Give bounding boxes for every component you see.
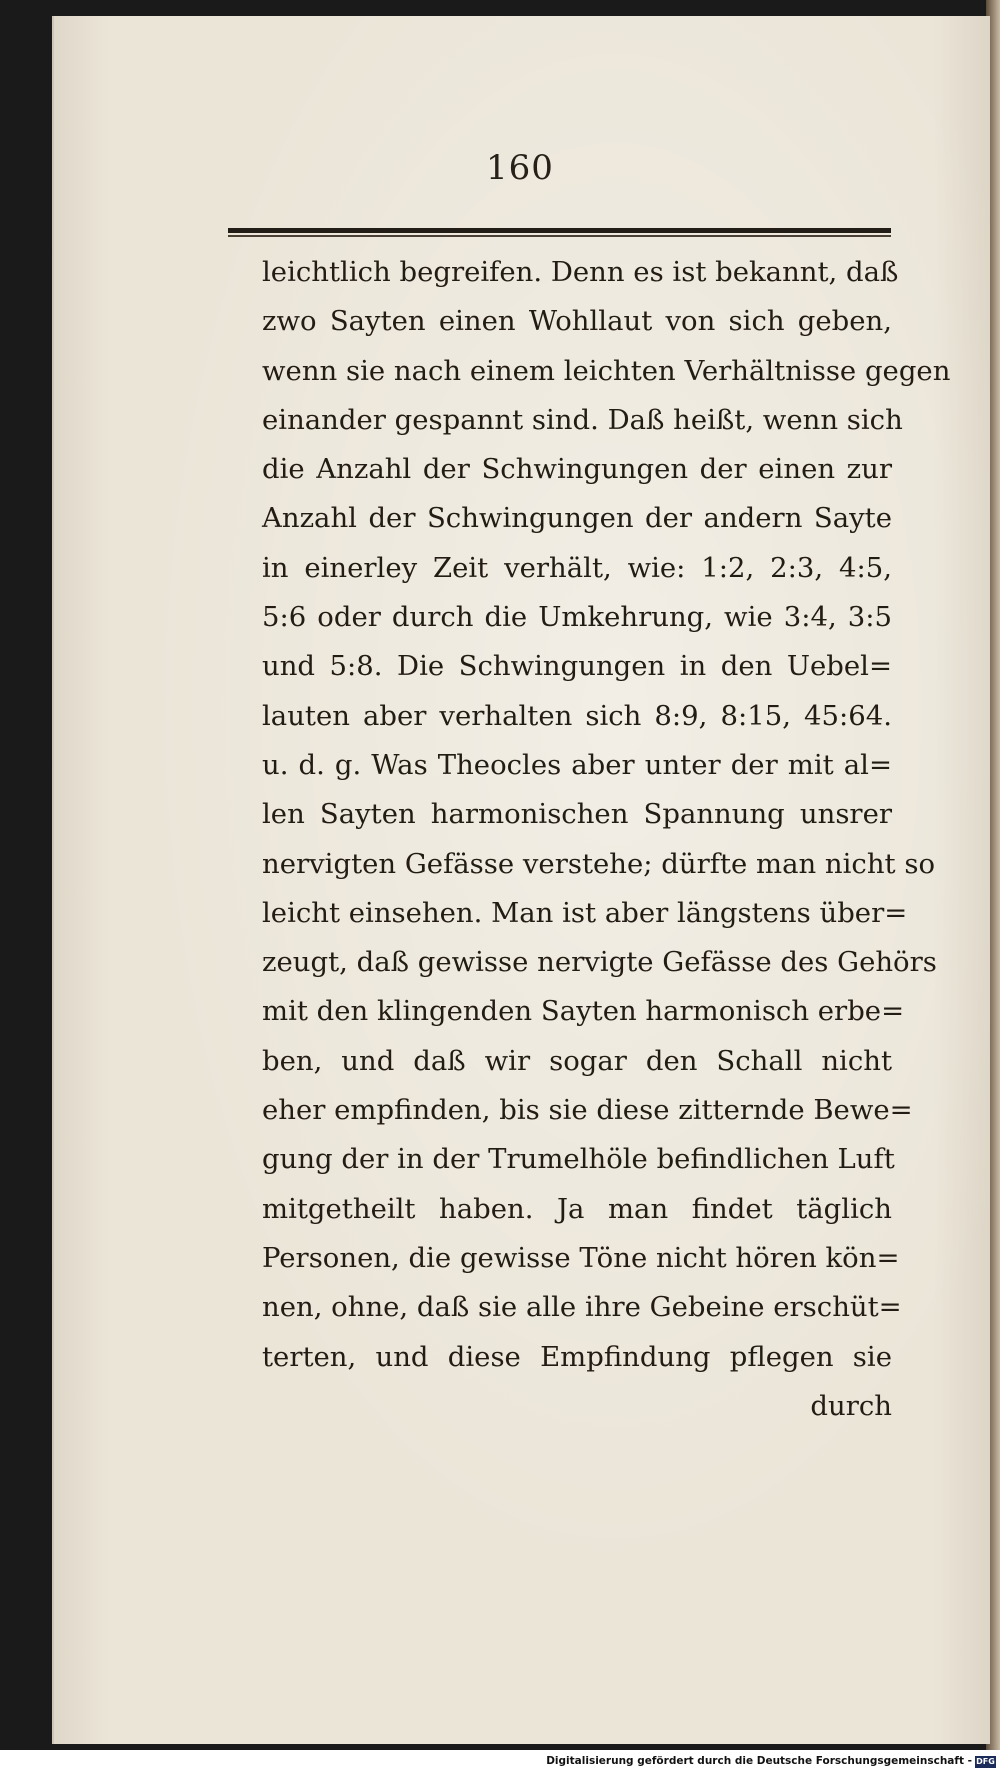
body-text [262, 248, 951, 1431]
text-line: leichtlich begreifen. Denn es ist bekannt, daß [262, 256, 899, 288]
text-line: in einerley Zeit verhält, wie: 1:2, 2:3, 4:5, [262, 551, 892, 584]
header-rule [228, 228, 891, 233]
text-line: u. d. g. Was Theocles aber unter der mit al= [262, 748, 892, 781]
dfg-logo-icon: DFG [976, 1757, 995, 1766]
footer-bar [0, 1754, 1000, 1771]
text-line: len Sayten harmonischen Spannung unsrer [262, 798, 892, 831]
page-number: 160 [486, 148, 554, 188]
text-line: einander gespannt sind. Daß heißt, wenn sich [262, 403, 903, 436]
text-line: ben, und daß wir sogar den Schall nicht [262, 1044, 892, 1077]
text-line: lauten aber verhalten sich 8:9, 8:15, 45:64. [262, 699, 892, 732]
text-line: zwo Sayten einen Wohllaut von sich geben, [262, 305, 892, 338]
text-line: mit den klingenden Sayten harmonisch erbe= [262, 995, 905, 1028]
funding-credit: Digitalisierung gefördert durch die Deutsche Forschungsgemeinschaft - [546, 1755, 972, 1767]
text-line: eher empfinden, bis sie diese zitternde Bewe= [262, 1094, 913, 1127]
catchword: durch [810, 1389, 892, 1422]
text-line: die Anzahl der Schwingungen der einen zur [262, 453, 892, 486]
text-line: nervigten Gefässe verstehe; dürfte man nicht so [262, 847, 935, 880]
header-rule-thin [228, 235, 891, 237]
text-line: gung der in der Trumelhöle befindlichen Luft [262, 1143, 895, 1176]
text-line: nen, ohne, daß sie alle ihre Gebeine erschüt= [262, 1291, 902, 1324]
text-line: Anzahl der Schwingungen der andern Sayte [262, 502, 892, 535]
text-line: 5:6 oder durch die Umkehrung, wie 3:4, 3:5 [262, 601, 892, 634]
text-line: terten, und diese Empfindung pflegen sie [262, 1340, 892, 1373]
text-line: leicht einsehen. Man ist aber längstens über= [262, 896, 908, 929]
text-line: wenn sie nach einem leichten Verhältnisse gegen [262, 354, 951, 387]
text-line: mitgetheilt haben. Ja man findet täglich [262, 1192, 892, 1225]
text-line: Personen, die gewisse Töne nicht hören kön= [262, 1241, 900, 1274]
text-line: zeugt, daß gewisse nervigte Gefässe des Gehörs [262, 946, 937, 979]
text-line: und 5:8. Die Schwingungen in den Uebel= [262, 650, 892, 683]
